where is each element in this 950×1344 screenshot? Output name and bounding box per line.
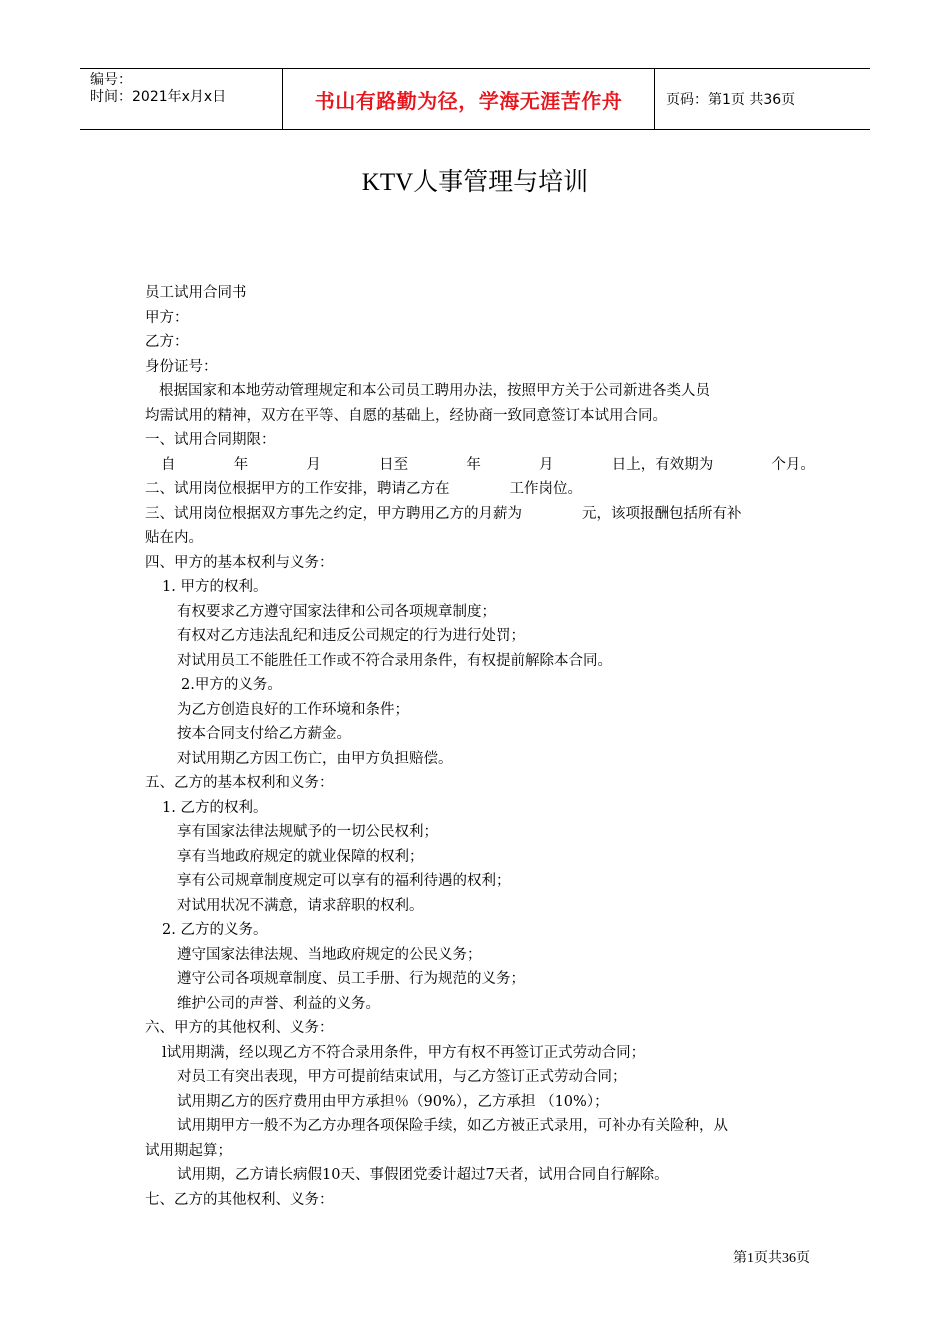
subsection-heading: 2. 乙方的义务。 xyxy=(162,922,268,938)
section-3-text: 三、试用岗位根据双方事先之约定，甲方聘用乙方的月薪为 xyxy=(145,505,522,522)
list-item: l试用期满，经以现乙方不符合录用条件，甲方有权不再签订正式劳动合同； xyxy=(162,1044,646,1061)
section-4-title: 四、甲方的基本权利与义务： xyxy=(145,554,334,571)
subsection-heading: 2.甲方的义务。 xyxy=(181,677,282,693)
list-item: 遵守国家法律法规、当地政府规定的公民义务； xyxy=(177,946,482,963)
list-item: 对试用员工不能胜任工作或不符合录用条件，有权提前解除本合同。 xyxy=(177,652,612,669)
header-motto: 书山有路勤为径，学海无涯苦作舟 xyxy=(314,88,623,113)
period-word: 月 xyxy=(306,456,321,473)
header-page-info: 页码：第1页 共36页 xyxy=(666,92,796,108)
list-item: 有权要求乙方遵守国家法律和公司各项规章制度； xyxy=(177,603,496,620)
list-item: 对试用期乙方因工伤亡，由甲方负担赔偿。 xyxy=(177,750,453,767)
intro-paragraph-line: 均需试用的精神，双方在平等、自愿的基础上，经协商一致同意签订本试用合同。 xyxy=(145,407,667,424)
list-item: 享有公司规章制度规定可以享有的福利待遇的权利； xyxy=(177,873,511,889)
document-body xyxy=(145,281,815,1212)
document-title: KTV人事管理与培训 xyxy=(361,169,589,196)
intro-paragraph-line: 根据国家和本地劳动管理规定和本公司员工聘用办法，按照甲方关于公司新进各类人员 xyxy=(159,383,710,399)
page-header xyxy=(80,68,870,130)
list-item: 按本合同支付给乙方薪金。 xyxy=(177,726,351,742)
list-item: 为乙方创造良好的工作环境和条件； xyxy=(177,701,409,718)
section-2-line xyxy=(145,477,815,502)
period-word: 自 xyxy=(161,456,176,473)
header-date: 时间：2021年x月x日 xyxy=(90,89,227,105)
page-footer: 第1页共36页 xyxy=(733,1251,810,1266)
list-item: 对试用状况不满意，请求辞职的权利。 xyxy=(177,897,424,914)
contract-period-line xyxy=(145,453,815,478)
list-item: 享有当地政府规定的就业保障的权利； xyxy=(177,848,424,865)
party-a-line: 甲方： xyxy=(145,309,189,326)
period-word: 日上，有效期为 xyxy=(611,456,714,473)
section-2-text-end: 工作岗位。 xyxy=(509,481,582,497)
header-number: 编号： xyxy=(90,72,132,88)
section-6-title: 六、甲方的其他权利、义务： xyxy=(145,1020,334,1036)
section-7-title: 七、乙方的其他权利、义务： xyxy=(145,1191,334,1208)
list-item: 试用期，乙方请长病假10天、事假团党委计超过7天者，试用合同自行解除。 xyxy=(177,1167,669,1183)
section-2-text: 二、试用岗位根据甲方的工作安排，聘请乙方在 xyxy=(145,481,450,497)
section-5-title: 五、乙方的基本权利和义务： xyxy=(145,775,334,791)
section-1-title: 一、试用合同期限： xyxy=(145,432,276,448)
id-number-line: 身份证号： xyxy=(145,358,218,375)
section-3-line xyxy=(145,502,815,527)
list-item: 享有国家法律法规赋予的一切公民权利； xyxy=(177,824,438,840)
subsection-heading: 1. 甲方的权利。 xyxy=(162,579,268,595)
list-item: 试用期乙方的医疗费用由甲方承担％（90%），乙方承担 （10%）； xyxy=(177,1093,609,1110)
period-word: 月 xyxy=(539,456,554,473)
list-item-continuation: 试用期起算； xyxy=(145,1142,232,1159)
list-item: 试用期甲方一般不为乙方办理各项保险手续，如乙方被正式录用，可补办有关险种，从 xyxy=(177,1118,728,1134)
header-motto-cell xyxy=(282,69,655,129)
section-3-continuation: 贴在内。 xyxy=(145,530,203,546)
party-b-line: 乙方： xyxy=(145,334,189,350)
section-3-text-end: 元，该项报酬包括所有补 xyxy=(582,505,742,522)
list-item: 对员工有突出表现，甲方可提前结束试用，与乙方签订正式劳动合同； xyxy=(177,1069,627,1085)
period-word: 年 xyxy=(466,456,481,473)
subsection-heading: 1. 乙方的权利。 xyxy=(162,799,268,816)
header-meta xyxy=(80,69,282,129)
period-word: 年 xyxy=(233,456,249,473)
period-word: 日至 xyxy=(379,456,409,473)
list-item: 遵守公司各项规章制度、员工手册、行为规范的义务； xyxy=(177,971,525,987)
period-word: 个月。 xyxy=(771,456,815,473)
contract-title: 员工试用合同书 xyxy=(145,285,247,301)
list-item: 维护公司的声誉、利益的义务。 xyxy=(177,995,380,1012)
list-item: 有权对乙方违法乱纪和违反公司规定的行为进行处罚； xyxy=(177,628,525,644)
